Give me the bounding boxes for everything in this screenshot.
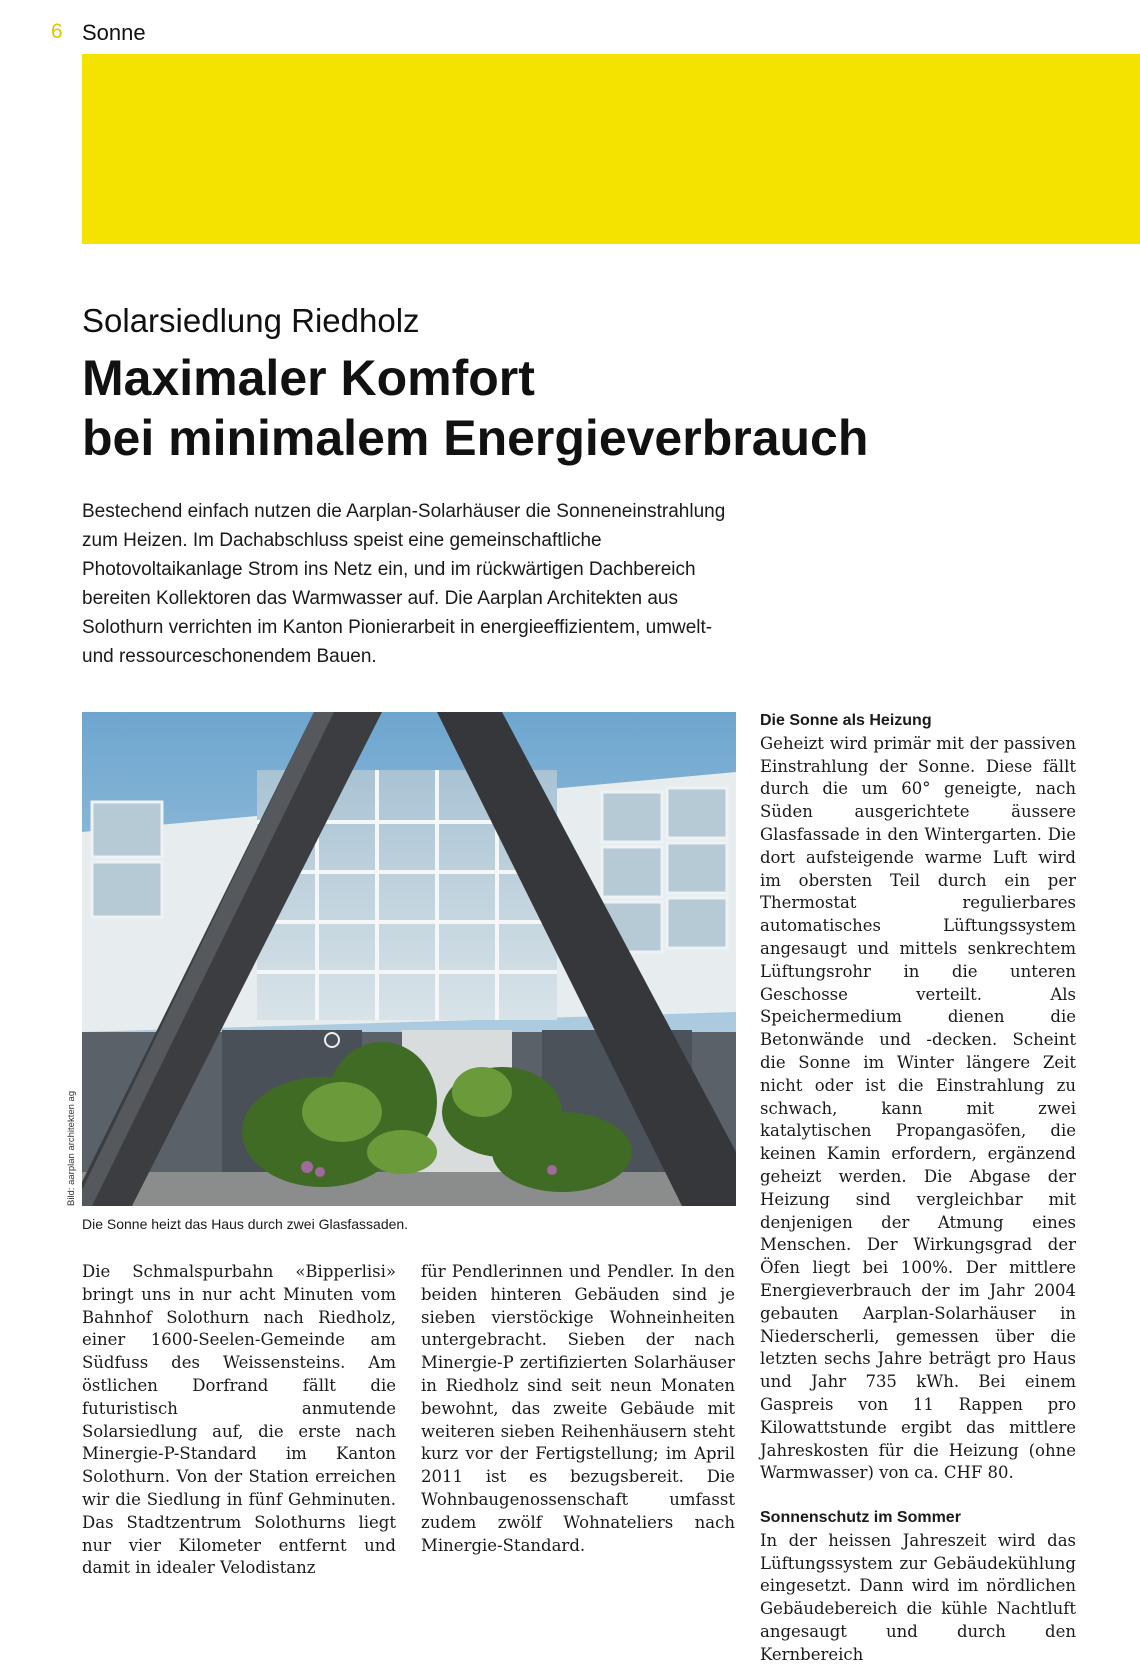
article-headline	[82, 348, 868, 468]
headline-line-2: bei minimalem Energieverbrauch	[82, 410, 869, 466]
body-paragraph: für Pendlerinnen und Pendler. In den beiden hinteren Gebäuden sind je sieben vierstöckige Wohneinheiten untergebracht. Sieben der nach Minergie-P zertifizierten Solarhäuser in Riedholz sind seit neun Monaten bewohnt, das zweite Gebäude mit weiteren sieben Reihenhäusern steht kurz vor der Fertigstellung; im April 2011 ist es bezugsbereit. Die Wohnbaugenossenschaft umfasst zudem zwölf Wohnateliers nach Minergie-Standard.	[421, 1262, 735, 1555]
page-number: 6	[51, 20, 63, 43]
body-paragraph: In der heissen Jahreszeit wird das Lüftungssystem zur Gebäudekühlung eingesetzt. Dann wird im nördlichen Gebäudebereich die kühle Nachtluft angesaugt und durch den Kernbereich	[760, 1530, 1076, 1664]
body-column-2	[421, 1261, 735, 1557]
body-column-1	[82, 1261, 396, 1580]
house-photo	[82, 712, 736, 1206]
header-color-band	[82, 54, 1140, 244]
subheading-heating: Die Sonne als Heizung	[760, 712, 932, 729]
body-paragraph: Die Schmalspurbahn «Bipperlisi» bringt uns in nur acht Minuten vom Bahnhof Solothurn nach Riedholz, einer 1600-Seelen-Gemeinde am Südfuss des Weissensteins. Am östlichen Dorfrand fällt die futuristisch anmutende Solarsiedlung auf, die erste nach Minergie-P-Standard im Kanton Solothurn. Von der Station erreichen wir die Siedlung in fünf Gehminuten. Das Stadtzentrum Solothurns liegt nur vier Kilometer entfernt und damit in idealer Velodistanz	[82, 1262, 396, 1578]
article-kicker: Solarsiedlung Riedholz	[82, 302, 420, 339]
section-title: Sonne	[82, 20, 146, 45]
body-paragraph: Geheizt wird primär mit der passiven Einstrahlung der Sonne. Diese fällt durch die um 60° geneigte, nach Süden ausgerichtete äussere Glasfassade in den Wintergarten. Die dort aufsteigende warme Luft wird im obersten Teil durch ein per Thermostat regulierbares automatisches Lüftungssystem angesaugt und mittels senkrechtem Lüftungsrohr in die unteren Geschosse verteilt. Als Speichermedium dienen die Betonwände und -decken. Scheint die Sonne im Winter längere Zeit nicht oder ist die Einstrahlung zu schwach, kann mit zwei katalytischen Propangasöfen, die keinen Kamin erfordern, ergänzend geheizt werden. Die Abgase der Heizung sind vergleichbar mit denjenigen der Atmung eines Menschen. Der Wirkungsgrad der Öfen liegt bei 100%. Der mittlere Energieverbrauch der im Jahr 2004 gebauten Aarplan-Solarhäuser in Niederscherli, gemessen über die letzten sechs Jahre beträgt pro Haus und Jahr 735 kWh. Bei einem Gaspreis von 11 Rappen pro Kilowattstunde ergibt das mittlere Jahreskosten für die Heizung (ohne Warmwasser) von ca. CHF 80.	[760, 733, 1076, 1483]
article-lead: Bestechend einfach nutzen die Aarplan-Solarhäuser die Sonneneinstrahlung zum Heizen. Im Dachabschluss speist eine gemeinschaftliche Photovoltaikanlage Strom ins Netz ein, und im rückwärtigen Dachbereich bereiten Kollektoren das Warmwasser auf. Die Aarplan Architekten aus Solothurn verrichten im Kanton Pionierarbeit in energieeffizientem, umwelt- und ressourceschonendem Bauen.	[82, 501, 726, 667]
subheading-sun-protection: Sonnenschutz im Sommer	[760, 1509, 961, 1527]
photo-credit-text: Bild: aarplan architekten ag	[66, 1090, 77, 1206]
house-photo-illustration	[82, 712, 736, 1206]
body-column-3	[760, 710, 1076, 1667]
photo-caption: Die Sonne heizt das Haus durch zwei Glasfassaden.	[82, 1216, 409, 1232]
headline-line-1: Maximaler Komfort	[82, 350, 535, 406]
